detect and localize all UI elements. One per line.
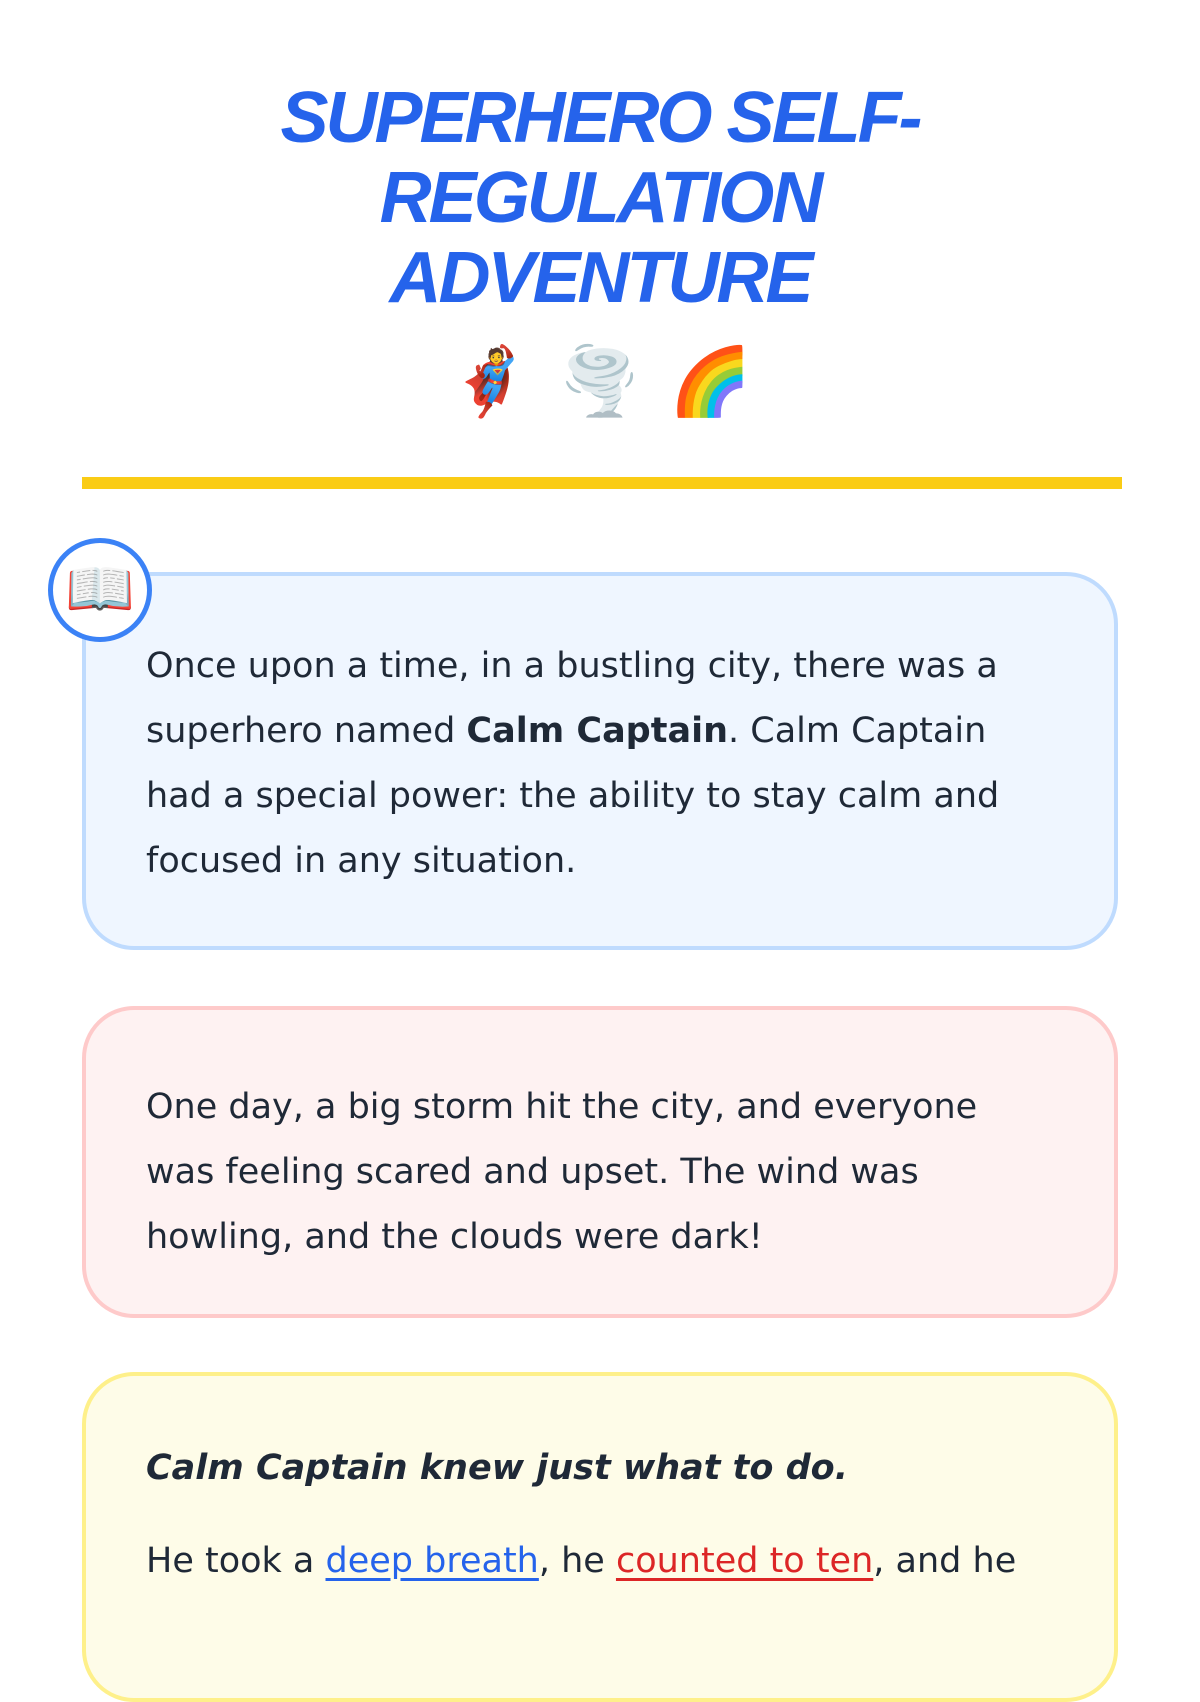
tornado-icon: 🌪️ xyxy=(558,343,642,420)
book-icon: 📖 xyxy=(65,557,135,622)
title-line-2: REGULATION xyxy=(379,158,821,238)
counted-to-ten-link[interactable]: counted to ten xyxy=(615,1541,874,1581)
emoji-row xyxy=(0,344,1200,420)
action-part-2: , he xyxy=(538,1541,616,1581)
action-card xyxy=(82,1372,1118,1702)
title-line-1: SUPERHERO SELF- xyxy=(280,78,920,158)
action-text xyxy=(146,1529,1054,1594)
storm-text: One day, a big storm hit the city, and everyone was feeling scared and upset. The wind was howling, and the clouds were dark! xyxy=(146,1087,978,1257)
page-title xyxy=(0,78,1200,318)
intro-part-1: Once upon a time, in a bustling city, there was a superhero named xyxy=(146,646,998,751)
action-part-1: He took a xyxy=(146,1541,326,1581)
hero-name: Calm Captain xyxy=(466,711,728,751)
rainbow-icon: 🌈 xyxy=(669,343,752,420)
action-lead: Calm Captain knew just what to do. xyxy=(146,1448,849,1488)
storm-card xyxy=(82,1006,1118,1318)
book-badge xyxy=(48,538,152,642)
deep-breath-link[interactable]: deep breath xyxy=(325,1541,539,1581)
intro-part-2: . Calm Captain had a special power: the ability to stay calm and focused in any situation. xyxy=(146,711,1000,881)
superhero-icon: 🦸 xyxy=(448,343,531,420)
intro-card xyxy=(82,572,1118,950)
action-part-3: , and he xyxy=(873,1541,1017,1581)
intro-text xyxy=(146,634,1054,894)
divider xyxy=(82,477,1122,489)
title-line-3: ADVENTURE xyxy=(389,238,811,318)
